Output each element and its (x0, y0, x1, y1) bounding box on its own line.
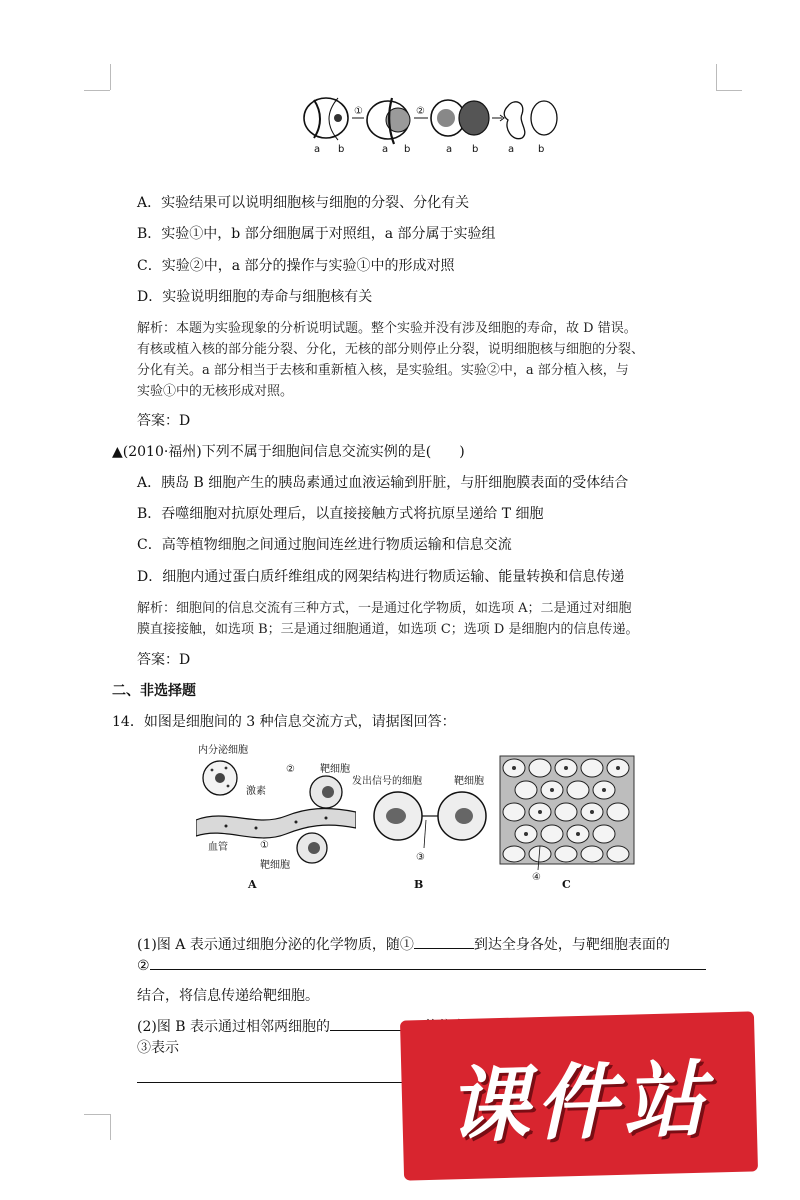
label-num2: ② (286, 764, 295, 775)
part-label: a (382, 144, 389, 155)
q14-part2-line2: ③表示 (137, 1040, 179, 1056)
q14-part1-text-a: (1)图 A 表示通过细胞分泌的化学物质，随① (137, 937, 414, 953)
q13-explanation (137, 318, 737, 402)
crop-mark-top-right-v (716, 64, 717, 90)
q14-part1-marker: ② (137, 958, 150, 974)
crop-mark-top-right (716, 90, 742, 91)
q13-option-b: B．实验①中，b 部分细胞属于对照组，a 部分属于实验组 (137, 226, 496, 242)
label-target-b: 靶细胞 (454, 776, 484, 787)
part-label: b (538, 144, 545, 155)
label-hormone: 激素 (246, 786, 266, 797)
part-label: a (508, 144, 515, 155)
part-label: b (404, 144, 411, 155)
answer-blank-2[interactable] (150, 955, 706, 970)
explanation-line: 分化有关。a 部分相当于去核和重新植入核，是实验组。实验②中，a 部分植入核，与 (137, 363, 629, 378)
crop-mark-top-left (84, 90, 110, 91)
q-fuzhou-explanation (137, 598, 737, 640)
cell-experiment-figure (296, 92, 566, 156)
label-num4: ④ (532, 872, 541, 883)
q-fuzhou-option-d: D．细胞内通过蛋白质纤维组成的网架结构进行物质运输、能量转换和信息传递 (137, 569, 625, 585)
section-title: 二、非选择题 (112, 683, 196, 699)
caption-c: C (562, 878, 571, 891)
explanation-line: 解析：本题为实验现象的分析说明试题。整个实验并没有涉及细胞的寿命，故 D 错误。 (137, 321, 637, 336)
part-label: a (314, 144, 321, 155)
figure-b-contact (350, 772, 500, 892)
label-endocrine-cell: 内分泌细胞 (198, 745, 248, 756)
caption-a: A (248, 878, 257, 891)
explanation-line: 膜直接接触，如选项 B；三是通过细胞通道，如选项 C；选项 D 是细胞内的信息传递。 (137, 622, 639, 637)
q-fuzhou-option-c: C．高等植物细胞之间通过胞间连丝进行物质运输和信息交流 (137, 537, 512, 553)
q14-part1-line3: 结合，将信息传递给靶细胞。 (137, 988, 319, 1004)
step-label-2: ② (416, 106, 425, 117)
q13-option-d: D．实验说明细胞的寿命与细胞核有关 (137, 289, 373, 305)
watermark-text: 课件站 (445, 1052, 713, 1154)
q14-part1-line1 (137, 934, 670, 955)
q-fuzhou-stem: ▲(2010·福州)下列不属于细胞间信息交流实例的是( ) (112, 444, 465, 460)
answer-blank-3[interactable] (330, 1016, 410, 1031)
crop-mark-top-left-v (110, 64, 111, 90)
caption-b: B (414, 878, 424, 891)
q13-answer: 答案：D (137, 413, 191, 429)
q14-stem: 14．如图是细胞间的 3 种信息交流方式，请据图回答： (112, 714, 456, 730)
q14-part2-text-a: (2)图 B 表示通过相邻两细胞的 (137, 1019, 331, 1035)
figure-c-plasmodesmata (498, 754, 638, 892)
label-num1: ① (260, 840, 269, 851)
label-target-top: 靶细胞 (320, 764, 350, 775)
answer-blank-4[interactable] (137, 1082, 437, 1083)
explanation-line: 实验①中的无核形成对照。 (137, 384, 294, 399)
label-signal-cell: 发出信号的细胞 (352, 776, 422, 787)
q13-option-c: C．实验②中，a 部分的操作与实验①中的形成对照 (137, 258, 455, 274)
answer-blank-1[interactable] (414, 934, 474, 949)
part-label: a (446, 144, 453, 155)
label-target-bottom: 靶细胞 (260, 860, 290, 871)
label-num3: ③ (416, 852, 425, 863)
q14-part1-text-b: 到达全身各处，与靶细胞表面的 (473, 937, 670, 953)
figure-a-endocrine (196, 742, 356, 892)
q-fuzhou-answer: 答案：D (137, 652, 191, 668)
explanation-line: 解析：细胞间的信息交流有三种方式，一是通过化学物质，如选项 A；二是通过对细胞 (137, 601, 632, 616)
q-fuzhou-option-a: A．胰岛 B 细胞产生的胰岛素通过血液运输到肝脏，与肝细胞膜表面的受体结合 (137, 475, 629, 491)
crop-mark-bottom-left (84, 1114, 110, 1115)
watermark-stamp (400, 1011, 758, 1180)
part-label: b (338, 144, 345, 155)
explanation-line: 有核或植入核的部分能分裂、分化，无核的部分则停止分裂，说明细胞核与细胞的分裂、 (137, 342, 645, 357)
step-label-1: ① (354, 106, 363, 117)
q13-option-a: A．实验结果可以说明细胞核与细胞的分裂、分化有关 (137, 195, 470, 211)
crop-mark-bottom-left-v (110, 1114, 111, 1140)
q-fuzhou-option-b: B．吞噬细胞对抗原处理后，以直接接触方式将抗原呈递给 T 细胞 (137, 506, 544, 522)
label-blood-vessel: 血管 (208, 842, 228, 853)
part-label: b (472, 144, 479, 155)
q14-part1-line2 (137, 955, 706, 976)
